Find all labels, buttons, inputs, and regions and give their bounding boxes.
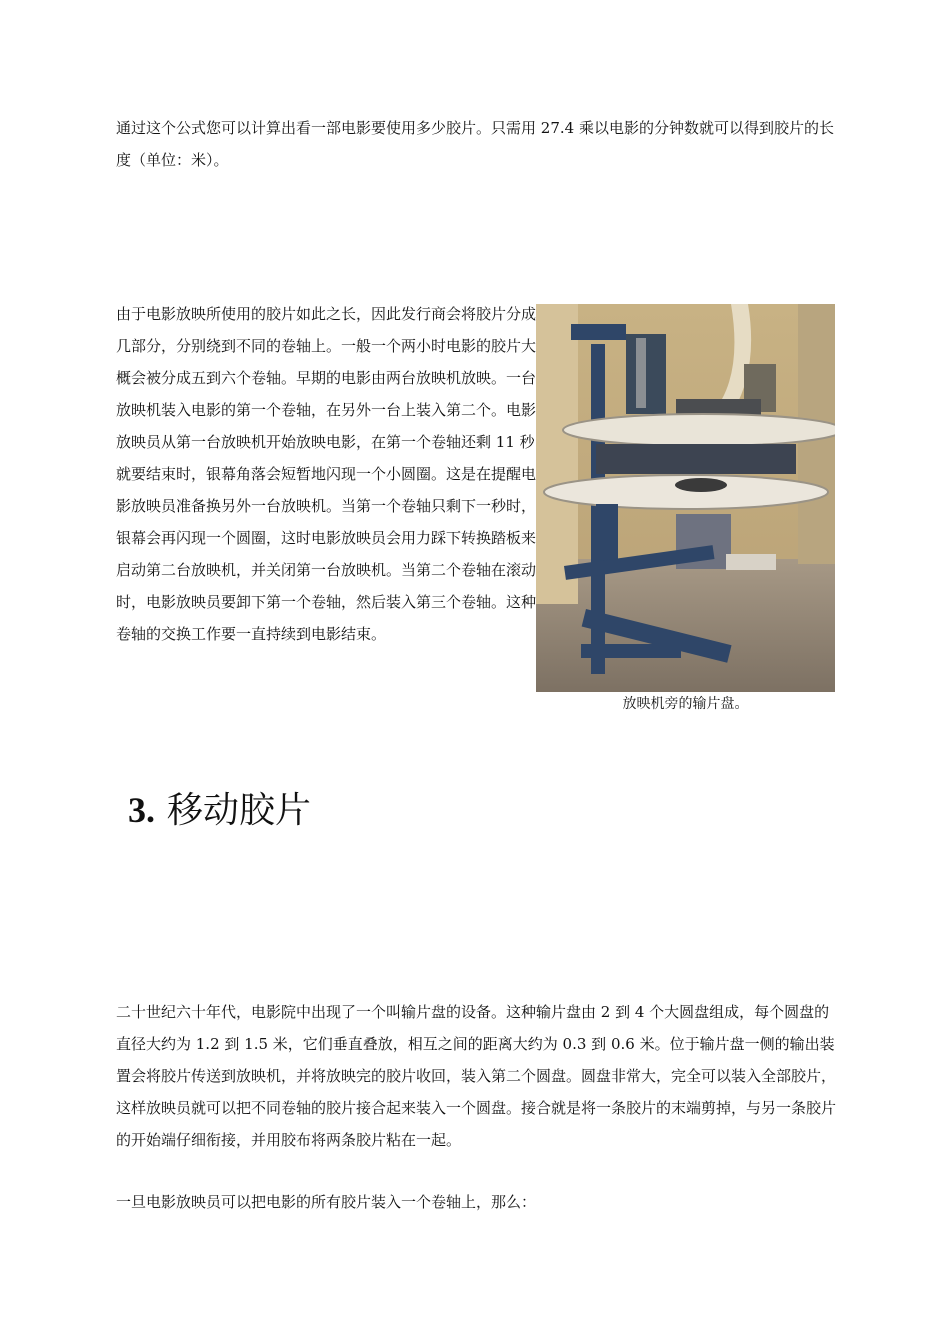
intro-paragraph: 通过这个公式您可以计算出看一部电影要使用多少胶片。只需用 27.4 乘以电影的分钟数就可以得到胶片的长度（单位：米）。: [116, 119, 834, 169]
closing-paragraph: 一旦电影放映员可以把电影的所有胶片装入一个卷轴上，那么：: [116, 1193, 537, 1211]
platter-paragraph: 二十世纪六十年代，电影院中出现了一个叫输片盘的设备。这种输片盘由 2 到 4 个大圆盘组成，每个圆盘的直径大约为 1.2 到 1.5 米，它们垂直叠放，相互之间的距离大约为 0.3 到 0.6 米。位于输片盘一侧的输出装置会将胶片传送到放映机，并将放映完的胶片收回，装入第二个圆盘。圆盘非常大，完全可以装入全部胶片，这样放映员就可以把不同卷轴的胶片接合起来装入一个圆盘。接合就是将一条胶片的末端剪掉，与另一条胶片的开始端仔细衔接，并用胶布将两条胶片粘在一起。: [116, 1003, 837, 1149]
platter-photo: [536, 304, 835, 692]
section-heading: [128, 782, 311, 839]
section-number: 3.: [128, 790, 155, 830]
section-title: 移动胶片: [167, 790, 312, 831]
reel-paragraph: 由于电影放映所使用的胶片如此之长，因此发行商会将胶片分成几部分，分别绕到不同的卷轴上。一般一个两小时电影的胶片大概会被分成五到六个卷轴。早期的电影由两台放映机放映。一台放映机装入电影的第一个卷轴，在另外一台上装入第二个。电影放映员从第一台放映机开始放映电影，在第一个卷轴还剩 11 秒就要结束时，银幕角落会短暂地闪现一个小圆圈。这是在提醒电影放映员准备换另外一台放映机。当第一个卷轴只剩下一秒时，银幕会再闪现一个圆圈，这时电影放映员会用力踩下转换踏板来启动第二台放映机，并关闭第一台放映机。当第二个卷轴在滚动时，电影放映员要卸下第一个卷轴，然后装入第三个卷轴。这种卷轴的交换工作要一直持续到电影结束。: [116, 305, 537, 643]
figure-caption: 放映机旁的输片盘。: [622, 696, 749, 712]
platter-photo-illustration: [536, 304, 835, 692]
